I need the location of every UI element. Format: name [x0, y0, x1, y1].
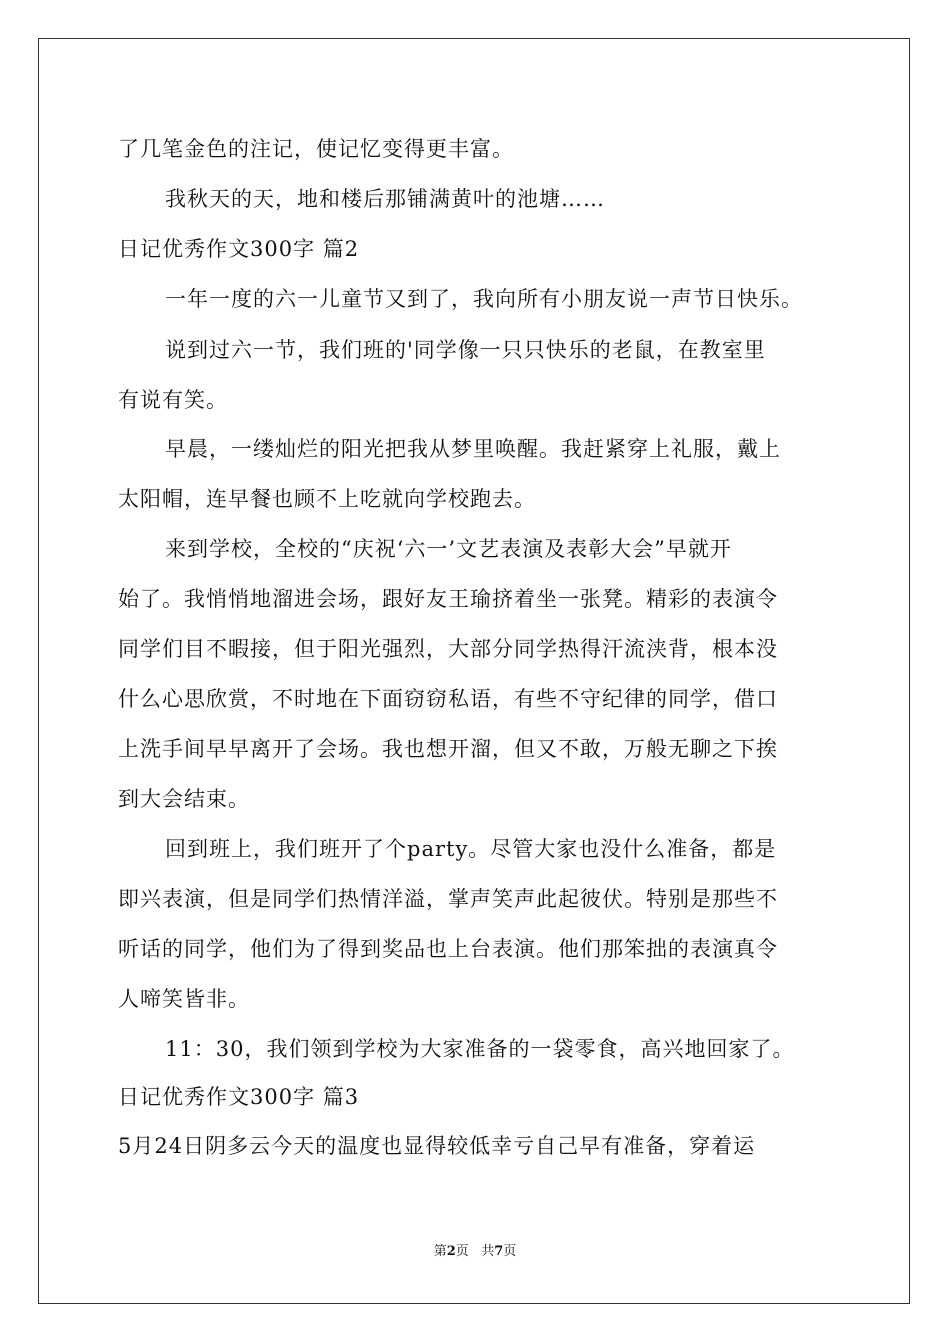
total-prefix: 共	[481, 1244, 495, 1259]
paragraph-line: 即兴表演，但是同学们热情洋溢，掌声笑声此起彼伏。特别是那些不	[118, 887, 778, 911]
page-suffix: 页	[455, 1244, 469, 1259]
section-heading: 日记优秀作文300字 篇3	[118, 1085, 360, 1109]
paragraph-line: 我秋天的天，地和楼后那铺满黄叶的池塘……	[165, 187, 605, 211]
section-heading: 日记优秀作文300字 篇2	[118, 237, 360, 261]
paragraph-line: 回到班上，我们班开了个party。尽管大家也没什么准备，都是	[165, 837, 777, 861]
page-footer	[0, 1243, 950, 1261]
total-suffix: 页	[503, 1244, 517, 1259]
total-page-count: 7	[494, 1244, 504, 1259]
paragraph-line: 来到学校，全校的“庆祝‘六一’文艺表演及表彰大会”早就开	[165, 537, 732, 561]
paragraph-line: 一年一度的六一儿童节又到了，我向所有小朋友说一声节日快乐。	[165, 287, 803, 311]
paragraph-line: 早晨，一缕灿烂的阳光把我从梦里唤醒。我赶紧穿上礼服，戴上	[165, 437, 781, 461]
paragraph-line: 上洗手间早早离开了会场。我也想开溜，但又不敢，万般无聊之下挨	[118, 737, 778, 761]
page-border	[38, 38, 910, 1304]
paragraph-line: 人啼笑皆非。	[118, 987, 250, 1011]
paragraph-line: 11：30，我们领到学校为大家准备的一袋零食，高兴地回家了。	[165, 1037, 795, 1061]
paragraph-line: 同学们目不暇接，但于阳光强烈，大部分同学热得汗流浃背，根本没	[118, 637, 778, 661]
paragraph-line: 什么心思欣赏，不时地在下面窃窃私语，有些不守纪律的同学，借口	[118, 687, 778, 711]
current-page-number: 2	[446, 1244, 456, 1259]
paragraph-line: 说到过六一节，我们班的'同学像一只只快乐的老鼠，在教室里	[165, 338, 766, 362]
paragraph-line: 始了。我悄悄地溜进会场，跟好友王瑜挤着坐一张凳。精彩的表演令	[118, 587, 778, 611]
paragraph-line: 听话的同学，他们为了得到奖品也上台表演。他们那笨拙的表演真令	[118, 937, 778, 961]
paragraph-line: 太阳帽，连早餐也顾不上吃就向学校跑去。	[118, 487, 536, 511]
paragraph-line: 有说有笑。	[118, 388, 228, 412]
paragraph-line: 5月24日阴多云今天的温度也显得较低幸亏自己早有准备，穿着运	[118, 1134, 756, 1158]
paragraph-line: 了几笔金色的注记，使记忆变得更丰富。	[118, 137, 514, 161]
page-prefix: 第	[433, 1244, 447, 1259]
paragraph-line: 到大会结束。	[118, 787, 250, 811]
